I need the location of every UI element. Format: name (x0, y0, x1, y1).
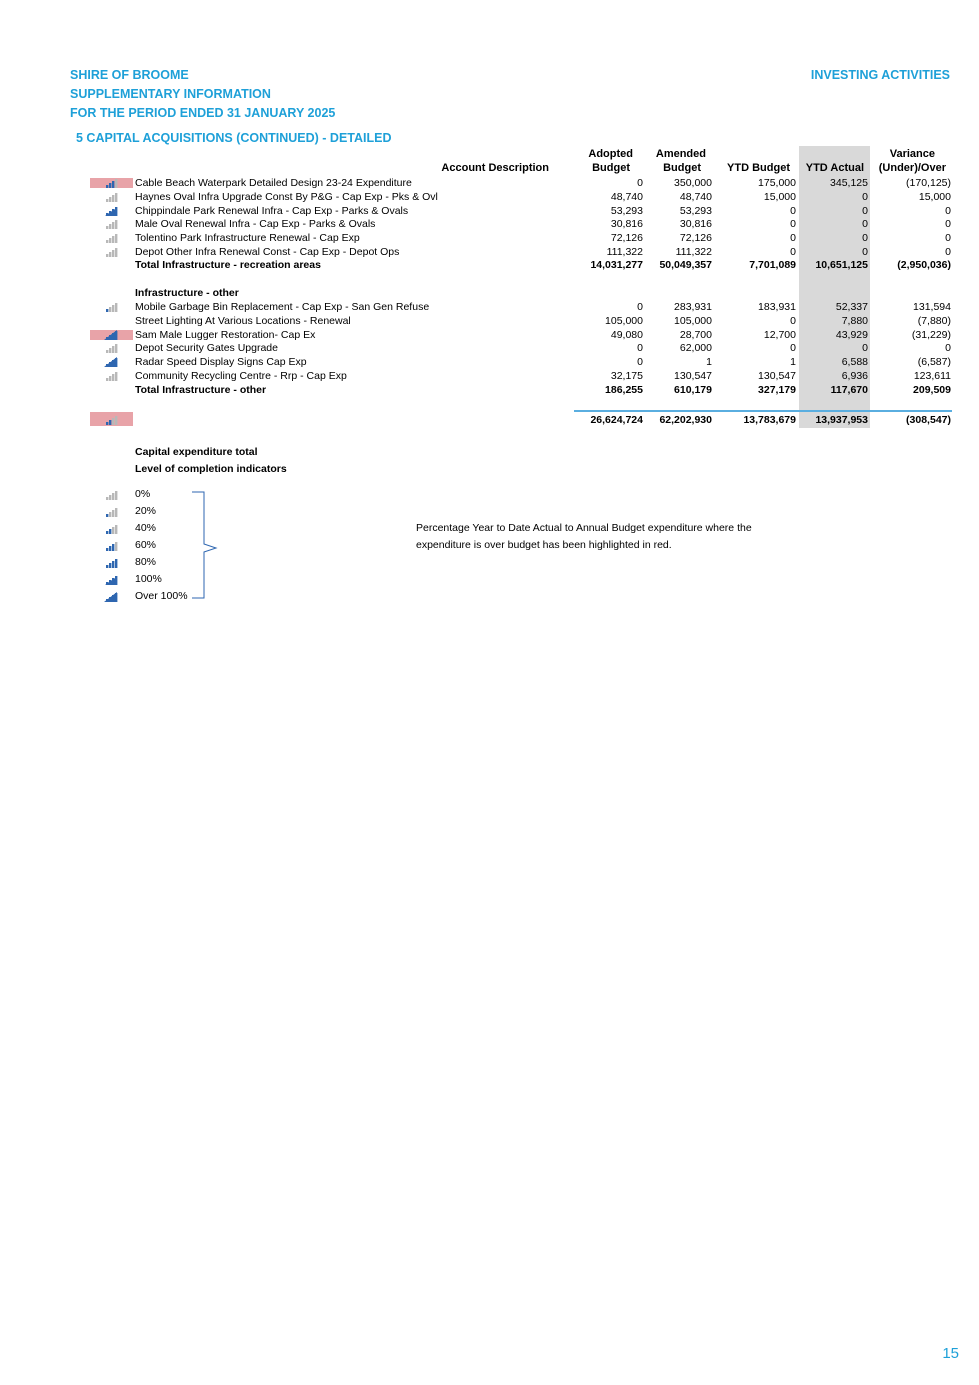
col-header-ytd-budget: YTD Budget (727, 162, 790, 174)
indicator-bar (115, 179, 117, 188)
table-row (0, 300, 979, 314)
indicator-bar (112, 544, 114, 551)
ytd-budget: 0 (790, 204, 796, 217)
indicator-bar (115, 542, 117, 551)
ytd-actual: 52,337 (835, 301, 868, 313)
indicator-bar (109, 512, 111, 517)
note-line-1: Percentage Year to Date Actual to Annual Budget expenditure where the (416, 522, 752, 534)
col-header-variance-line2: (Under)/Over (878, 162, 946, 174)
table-row (0, 328, 979, 342)
indicator-bar (106, 240, 108, 243)
grand-total-ytd-actual: 13,937,953 (815, 414, 868, 426)
table-row (0, 204, 979, 218)
col-header-ytd-actual: YTD Actual (805, 162, 864, 174)
indicator-bar (109, 224, 111, 229)
legend-indicator-icon (104, 557, 118, 568)
indicator-fill (104, 357, 117, 367)
total-variance: 209,509 (913, 384, 951, 396)
col-header-amended-line2: Budget (663, 162, 701, 174)
ytd-actual: 0 (862, 232, 868, 245)
report-period: FOR THE PERIOD ENDED 31 JANUARY 2025 (70, 106, 336, 120)
indicator-bar (109, 529, 111, 534)
ytd-actual: 345,125 (830, 177, 868, 189)
row-description: Cable Beach Waterpark Detailed Design 23-24 Expenditure (135, 177, 412, 189)
amended-budget: 53,293 (679, 204, 712, 217)
completion-indicator-icon (104, 356, 118, 367)
ytd-actual: 0 (862, 190, 868, 203)
ytd-actual: 6,936 (841, 370, 868, 382)
total-label: Total Infrastructure - recreation areas (135, 259, 321, 271)
legend-label: 0% (135, 488, 151, 500)
amended-budget: 105,000 (674, 314, 712, 327)
variance: (7,880) (917, 314, 951, 327)
amended-budget: 350,000 (674, 177, 712, 189)
capex-total-label: Capital expenditure total (135, 446, 258, 458)
grand-total-adopted: 26,624,724 (590, 414, 643, 426)
total-ytd-budget: 327,179 (758, 384, 796, 396)
ytd-actual: 0 (862, 342, 868, 355)
adopted-budget: 48,740 (610, 190, 643, 203)
adopted-budget: 53,293 (610, 204, 643, 217)
completion-indicator-icon (104, 342, 118, 353)
indicator-bar (112, 493, 114, 500)
row-description: Street Lighting At Various Locations - Renewal (135, 314, 351, 327)
legend-indicator-icon (104, 489, 118, 500)
ytd-budget: 0 (790, 218, 796, 231)
grand-total-ytd-budget: 13,783,679 (743, 414, 796, 426)
variance: (31,229) (911, 328, 951, 341)
indicator-bar (109, 348, 111, 353)
indicator-bar (106, 185, 108, 188)
indicator-bar (112, 374, 114, 381)
ytd-budget: 0 (790, 342, 796, 355)
indicator-bar (112, 236, 114, 243)
completion-indicator-icon (104, 205, 118, 216)
total-variance: (2,950,036) (897, 259, 951, 271)
table-row (0, 231, 979, 245)
indicator-bar (115, 508, 117, 517)
legend-indicator-icon (104, 506, 118, 517)
variance: 15,000 (918, 190, 951, 203)
legend-brace (190, 490, 222, 602)
amended-budget: 1 (706, 356, 712, 369)
ytd-actual: 0 (862, 204, 868, 217)
indicator-bar (112, 510, 114, 517)
ytd-actual: 0 (862, 246, 868, 258)
indicator-bar (109, 495, 111, 500)
ytd-budget: 0 (790, 232, 796, 245)
variance: 0 (945, 232, 951, 245)
row-description: Depot Other Infra Renewal Const - Cap Exp - Depot Ops (135, 246, 400, 258)
table-row (0, 355, 979, 369)
adopted-budget: 0 (637, 356, 643, 369)
completion-indicator-icon (104, 218, 118, 229)
indicator-bar (112, 250, 114, 257)
completion-indicator-icon (104, 315, 118, 326)
legend-label: 100% (135, 573, 162, 585)
adopted-budget: 49,080 (610, 328, 643, 341)
amended-budget: 28,700 (679, 328, 712, 341)
adopted-budget: 0 (637, 301, 643, 313)
grand-total-row (0, 413, 979, 427)
indicator-bar (109, 563, 111, 568)
legend-label: 80% (135, 556, 157, 568)
total-adopted: 14,031,277 (590, 259, 643, 271)
total-ytd-actual: 10,651,125 (815, 259, 868, 271)
total-adopted: 186,255 (605, 384, 643, 396)
row-description: Depot Security Gates Upgrade (135, 342, 278, 355)
adopted-budget: 105,000 (605, 314, 643, 327)
row-description: Sam Male Lugger Restoration- Cap Ex (135, 328, 316, 341)
indicator-bar (106, 199, 108, 202)
note-line-2: expenditure is over budget has been highlighted in red. (416, 539, 672, 551)
row-description: Chippindale Park Renewal Infra - Cap Exp - Parks & Ovals (135, 204, 409, 217)
indicator-bar (106, 531, 108, 534)
table-row (0, 176, 979, 190)
section-name: INVESTING ACTIVITIES (810, 68, 950, 82)
group-heading-row (0, 286, 979, 300)
indicator-bar (106, 309, 108, 312)
total-amended: 610,179 (674, 384, 712, 396)
amended-budget: 130,547 (674, 370, 712, 382)
ytd-actual: 7,880 (841, 314, 868, 327)
adopted-budget: 0 (637, 177, 643, 189)
ytd-actual: 43,929 (835, 328, 868, 341)
indicator-bar (109, 546, 111, 551)
indicator-bar (115, 344, 117, 353)
variance: 0 (945, 218, 951, 231)
total-row-other (0, 383, 979, 397)
ytd-budget: 12,700 (763, 328, 796, 341)
adopted-budget: 72,126 (610, 232, 643, 245)
indicator-bar (112, 346, 114, 353)
table-row (0, 369, 979, 383)
ytd-budget: 15,000 (763, 190, 796, 203)
table-row (0, 341, 979, 355)
indicator-bar (106, 422, 108, 425)
variance: (6,587) (917, 356, 951, 369)
row-description: Community Recycling Centre - Rrp - Cap Exp (135, 370, 347, 382)
indicator-bar (109, 183, 111, 188)
indicator-bar (109, 238, 111, 243)
variance: 123,611 (913, 370, 951, 382)
indicator-bar (106, 350, 108, 353)
indicator-fill (104, 592, 117, 602)
indicator-bar (109, 376, 111, 381)
variance: (170,125) (906, 177, 951, 189)
col-header-adopted-line2: Budget (592, 162, 630, 174)
variance: 0 (945, 246, 951, 258)
table-row (0, 245, 979, 259)
indicator-bar (112, 561, 114, 568)
ytd-budget: 183,931 (758, 301, 796, 313)
completion-indicator-icon (104, 232, 118, 243)
row-description: Male Oval Renewal Infra - Cap Exp - Parks & Ovals (135, 218, 376, 231)
completion-indicator-icon (104, 414, 118, 425)
col-header-description: Account Description (441, 162, 549, 174)
indicator-bar (115, 525, 117, 534)
indicator-bar (106, 514, 108, 517)
adopted-budget: 30,816 (610, 218, 643, 231)
indicator-bar (109, 252, 111, 257)
row-description: Radar Speed Display Signs Cap Exp (135, 356, 307, 369)
amended-budget: 72,126 (679, 232, 712, 245)
indicator-bar (106, 497, 108, 500)
amended-budget: 30,816 (679, 218, 712, 231)
total-row-recreation (0, 258, 979, 272)
total-ytd-budget: 7,701,089 (749, 259, 796, 271)
indicator-bar (115, 234, 117, 243)
indicator-bar (112, 527, 114, 534)
indicator-bar (115, 193, 117, 202)
indicator-bar (106, 226, 108, 229)
adopted-budget: 111,322 (606, 246, 643, 258)
legend-indicator-icon (104, 591, 118, 602)
indicator-bar (112, 305, 114, 312)
indicator-bar (112, 181, 114, 188)
ytd-budget: 1 (790, 356, 796, 369)
row-description: Mobile Garbage Bin Replacement - Cap Exp - San Gen Refuse (135, 301, 430, 313)
grand-total-amended: 62,202,930 (659, 414, 712, 426)
indicator-bar (106, 565, 108, 568)
legend-label: Over 100% (135, 590, 188, 602)
table-row (0, 190, 979, 204)
org-name: SHIRE OF BROOME (70, 68, 189, 82)
indicator-bar (109, 307, 111, 312)
amended-budget: 111,322 (675, 246, 712, 258)
variance: 0 (945, 204, 951, 217)
group-heading: Infrastructure - other (135, 287, 239, 299)
page-number: 15 (942, 1345, 959, 1362)
amended-budget: 283,931 (674, 301, 712, 313)
completion-indicator-icon (104, 301, 118, 312)
completion-indicator-icon (104, 246, 118, 257)
grand-total-variance: (308,547) (906, 414, 951, 426)
amended-budget: 62,000 (679, 342, 712, 355)
indicator-bar (112, 222, 114, 229)
amended-budget: 48,740 (679, 190, 712, 203)
ytd-actual: 6,588 (841, 356, 868, 369)
adopted-budget: 0 (637, 342, 643, 355)
row-description: Tolentino Park Infrastructure Renewal - Cap Exp (135, 232, 360, 245)
indicator-bar (115, 303, 117, 312)
indicator-bar (106, 254, 108, 257)
legend-label: 40% (135, 522, 157, 534)
legend-indicator-icon (104, 540, 118, 551)
indicator-bar (106, 548, 108, 551)
total-label: Total Infrastructure - other (135, 384, 267, 396)
table-row (0, 217, 979, 231)
col-header-adopted-line1: Adopted (588, 148, 633, 160)
completion-indicator-icon (104, 370, 118, 381)
report-subtitle: SUPPLEMENTARY INFORMATION (70, 87, 271, 101)
completion-indicator-icon (104, 177, 118, 188)
total-amended: 50,049,357 (659, 259, 712, 271)
legend-label: 60% (135, 539, 157, 551)
row-description: Haynes Oval Infra Upgrade Const By P&G - Cap Exp - Pks & Ovl (135, 190, 438, 203)
table-row (0, 314, 979, 328)
indicator-bar (112, 418, 114, 425)
indicator-bar (115, 491, 117, 500)
indicator-bar (112, 195, 114, 202)
completion-indicators-label: Level of completion indicators (135, 463, 287, 475)
indicator-bar (109, 420, 111, 425)
ytd-budget: 0 (790, 246, 796, 258)
grand-total-divider (574, 410, 952, 412)
indicator-bar (115, 416, 117, 425)
indicator-bar (115, 559, 117, 568)
adopted-budget: 32,175 (610, 370, 643, 382)
ytd-budget: 0 (790, 314, 796, 327)
indicator-bar (115, 372, 117, 381)
legend-indicator-icon (104, 574, 118, 585)
completion-indicator-icon (104, 329, 118, 340)
legend-label: 20% (135, 505, 157, 517)
variance: 0 (945, 342, 951, 355)
ytd-budget: 175,000 (758, 177, 796, 189)
total-ytd-actual: 117,670 (830, 384, 868, 396)
indicator-bar (109, 197, 111, 202)
legend-indicator-icon (104, 523, 118, 534)
col-header-amended-line1: Amended (655, 148, 706, 160)
indicator-bar (115, 220, 117, 229)
completion-indicator-icon (104, 191, 118, 202)
indicator-fill (104, 330, 117, 340)
col-header-variance-line1: Variance (889, 148, 935, 160)
ytd-actual: 0 (862, 218, 868, 231)
indicator-bar (106, 378, 108, 381)
section-title: 5 CAPITAL ACQUISITIONS (CONTINUED) - DETAILED (76, 131, 392, 145)
variance: 131,594 (913, 301, 951, 313)
ytd-budget: 130,547 (758, 370, 796, 382)
indicator-bar (115, 248, 117, 257)
